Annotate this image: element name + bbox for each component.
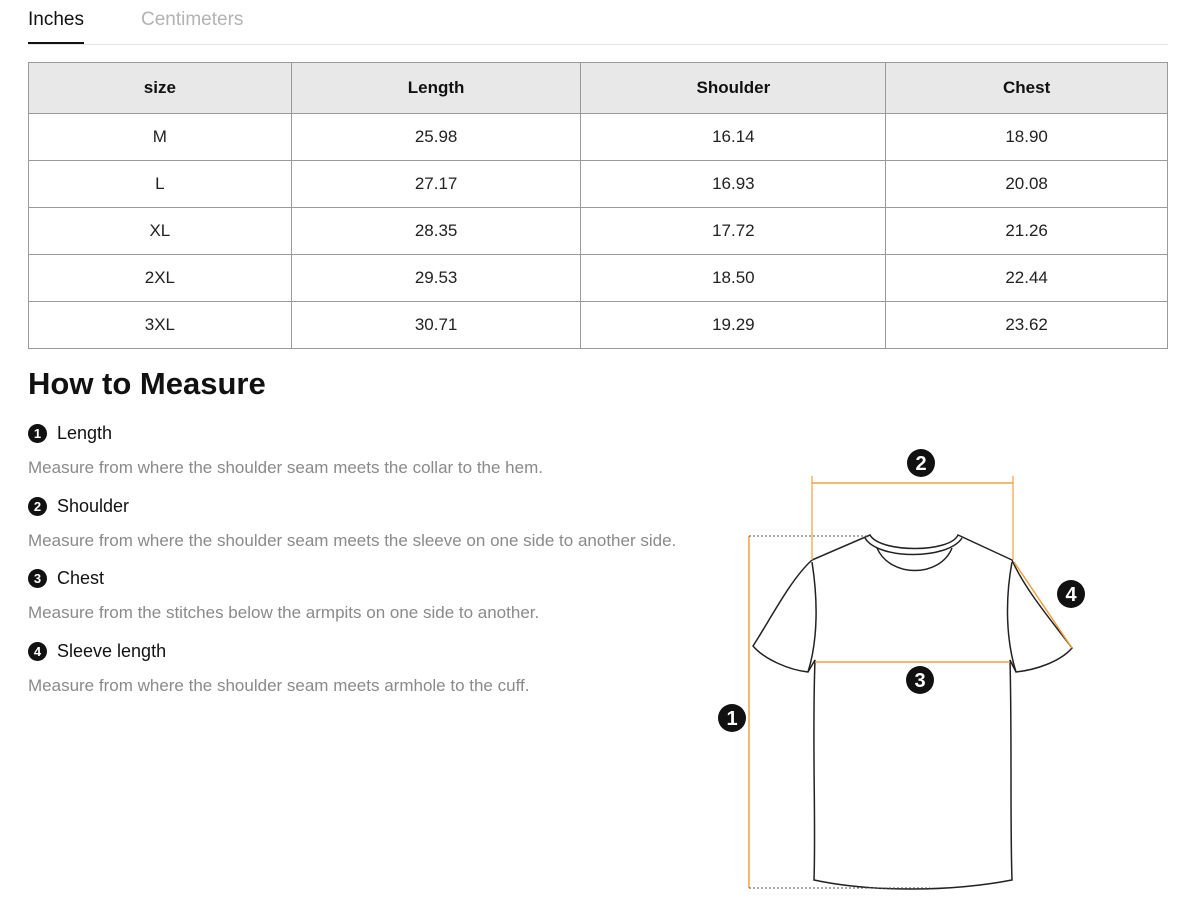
how-to-measure-title: How to Measure [28,366,266,401]
measure-step-chest [28,568,539,623]
step-description: Measure from where the shoulder seam meets armhole to the cuff. [28,676,530,695]
cell-chest: 22.44 [886,255,1168,302]
measure-badge-length [718,704,746,732]
measure-step-length [28,423,543,478]
cell-size: L [29,161,292,208]
step-title: Chest [57,568,105,588]
cell-length: 25.98 [291,114,581,161]
cell-length: 30.71 [291,302,581,349]
svg-text:2: 2 [915,453,927,475]
step-description: Measure from where the shoulder seam meets the sleeve on one side to another side. [28,531,677,550]
table-row [29,114,1168,161]
svg-text:3: 3 [914,670,926,692]
tshirt-measure-diagram [700,440,1120,900]
step-title: Shoulder [57,496,130,516]
cell-chest: 21.26 [886,208,1168,255]
measure-step-shoulder [28,496,676,551]
cell-shoulder: 19.29 [581,302,886,349]
cell-size: 3XL [29,302,292,349]
cell-size: M [29,114,292,161]
cell-shoulder: 18.50 [581,255,886,302]
cell-chest: 23.62 [886,302,1168,349]
cell-shoulder: 17.72 [581,208,886,255]
measure-step-sleeve [28,641,529,696]
table-row [29,208,1168,255]
unit-tabs [28,0,1168,45]
tshirt-outline-icon [753,535,1072,889]
step-title: Sleeve length [57,641,167,661]
header-shoulder: Shoulder [581,63,886,114]
measure-badge-sleeve [1057,580,1085,608]
step-number-badge: 1 [28,424,47,443]
step-description: Measure from where the shoulder seam meets the collar to the hem. [28,458,543,477]
tab-centimeters[interactable]: Centimeters [141,9,244,30]
cell-size: 2XL [29,255,292,302]
table-row [29,302,1168,349]
cell-shoulder: 16.93 [581,161,886,208]
table-header-row [29,63,1168,114]
header-chest: Chest [886,63,1168,114]
cell-size: XL [29,208,292,255]
table-row [29,255,1168,302]
header-size: size [29,63,292,114]
step-description: Measure from the stitches below the armpits on one side to another. [28,603,540,622]
step-number-badge: 2 [28,497,47,516]
step-number-badge: 4 [28,642,47,661]
svg-text:4: 4 [1065,584,1077,606]
tab-inches[interactable]: Inches [28,9,84,44]
cell-shoulder: 16.14 [581,114,886,161]
svg-text:1: 1 [726,708,738,730]
cell-chest: 18.90 [886,114,1168,161]
cell-length: 27.17 [291,161,581,208]
size-chart-table [28,62,1168,349]
measure-badge-chest [906,666,934,694]
cell-length: 28.35 [291,208,581,255]
measure-badge-shoulder [907,449,935,477]
table-row [29,161,1168,208]
cell-chest: 20.08 [886,161,1168,208]
cell-length: 29.53 [291,255,581,302]
step-title: Length [57,423,113,443]
step-number-badge: 3 [28,569,47,588]
header-length: Length [291,63,581,114]
